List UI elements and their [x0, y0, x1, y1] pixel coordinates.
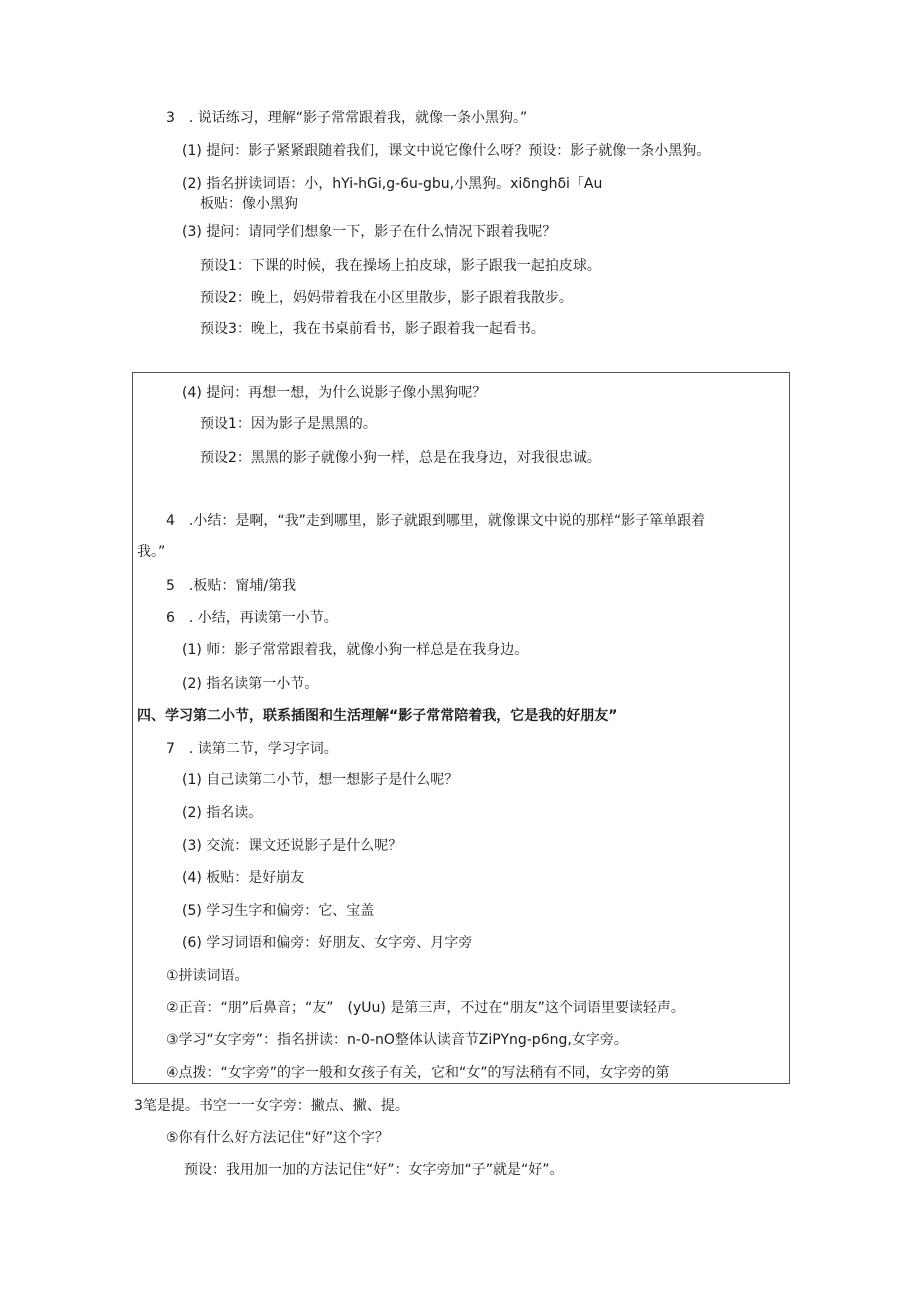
step-5-question: ⑤你有什么好方法记住“好”这个字？ — [166, 1130, 390, 1146]
box-preset-answer-1: 预设1：因为影子是黑黑的。 — [200, 416, 377, 432]
preset-answer-3: 预设3：晚上，我在书桌前看书，影子跟着我一起看书。 — [200, 321, 545, 337]
preset-answer-2: 预设2：晚上，妈妈带着我在小区里散步，影子跟着我散步。 — [200, 290, 573, 306]
item-3-1-question: (1) 提问：影子紧紧跟随着我们，课文中说它像什么呀？预设：影子就像一条小黑狗。 — [182, 143, 711, 159]
step-2-pronunciation: ②正音：“朋”后鼻音；“友” (yUu) 是第三声，不过在“朋友”这个词语里要读轻声。 — [166, 1000, 685, 1016]
item-3-4-question: (4) 提问：再想一想，为什么说影子像小黑狗呢？ — [182, 385, 487, 401]
item-7-1: (1) 自己读第二小节，想一想影子是什么呢？ — [182, 772, 459, 788]
step-4-tip-cont: 3笔是提。书空一一女字旁：撇点、撇、提。 — [134, 1098, 409, 1114]
item-3-speaking-practice: 3 . 说话练习，理解“影子常常跟着我，就像一条小黑狗。” — [166, 110, 528, 126]
item-6-1-teacher: (1) 师：影子常常跟着我，就像小狗一样总是在我身边。 — [182, 642, 529, 658]
board-note-1: 板贴：像小黑狗 — [200, 196, 298, 212]
item-7-5: (5) 学习生字和偏旁：它、宝盖 — [182, 903, 375, 919]
item-3-2-pinyin-reading: (2) 指名拼读词语：小，hYi-hGi,g-6u-gbu,小黑狗。xiδnghδi「Au — [182, 176, 603, 192]
item-7-2: (2) 指名读。 — [182, 805, 263, 821]
box-preset-answer-2: 预设2：黑黑的影子就像小狗一样，总是在我身边，对我很忠诚。 — [200, 450, 601, 466]
item-4-summary: 4 .小结：是啊，“我”走到哪里，影子就跟到哪里，就像课文中说的那样“影子箪单跟着 — [166, 513, 706, 529]
item-7-read-second-section: 7 . 读第二节，学习字词。 — [166, 741, 338, 757]
item-7-6: (6) 学习词语和偏旁：好朋友、女字旁、月字旁 — [182, 935, 473, 951]
item-7-4: (4) 板贴：是好崩友 — [182, 870, 305, 886]
step-4-tip: ④点拨：“女字旁”的字一般和女孩子有关，它和“女”的写法稍有不同，女字旁的第 — [166, 1065, 670, 1081]
item-7-3: (3) 交流：课文还说影子是什么呢？ — [182, 838, 403, 854]
step-5-preset-answer: 预设：我用加一加的方法记住“好”：女字旁加“子”就是“好”。 — [184, 1162, 564, 1178]
step-3-radical: ③学习“女字旁”：指名拼读：n-0-nO整体认读音节ZiPYng-p6ng,女字旁。 — [166, 1032, 628, 1048]
section-4-heading: 四、学习第二小节，联系插图和生活理解“影子常常陪着我，它是我的好朋友” — [137, 708, 618, 724]
item-6-2-read: (2) 指名读第一小节。 — [182, 676, 319, 692]
item-6-summary-reread: 6 . 小结，再读第一小节。 — [166, 610, 338, 626]
item-4-summary-cont: 我。” — [137, 544, 166, 560]
item-5-board-note: 5 .板贴：甯埔/第我 — [166, 578, 297, 594]
preset-answer-1: 预设1：下课的时候，我在操场上拍皮球，影子跟我一起拍皮球。 — [200, 258, 601, 274]
item-3-3-question: (3) 提问：请同学们想象一下，影子在什么情况下跟着我呢？ — [182, 224, 557, 240]
step-1-spell-words: ①拼读词语。 — [166, 968, 249, 984]
